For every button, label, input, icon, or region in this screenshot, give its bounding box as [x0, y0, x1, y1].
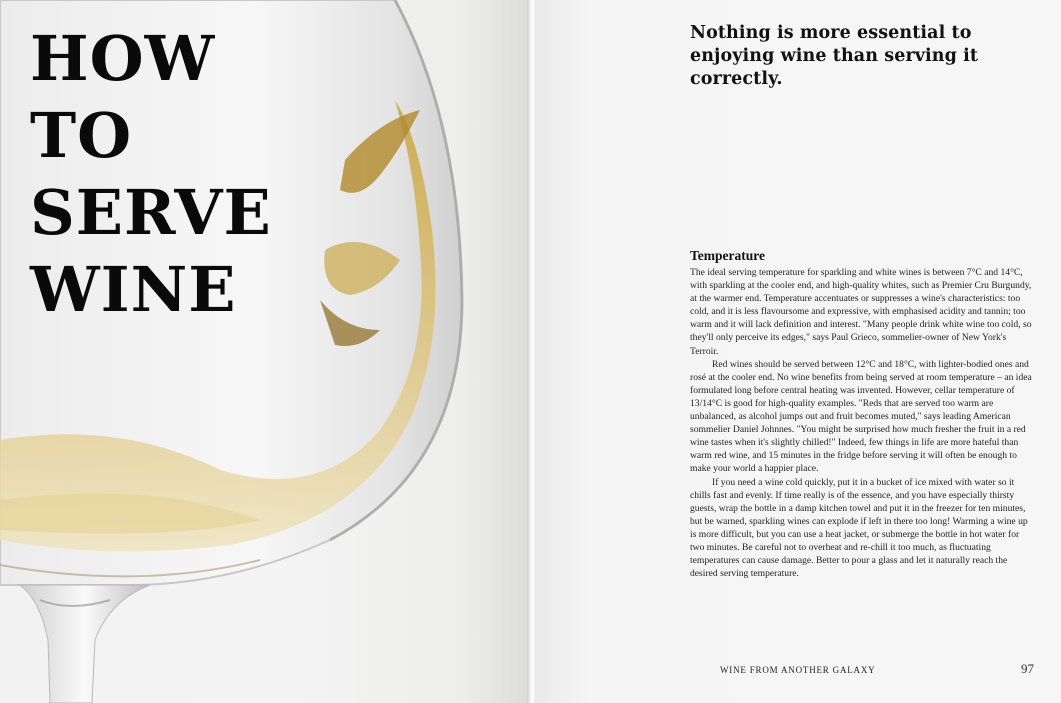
- intro-text: Nothing is more essential to enjoying wine than serving it correctly.: [690, 23, 979, 89]
- right-page: [535, 0, 1061, 703]
- page-number: 97: [1021, 661, 1034, 676]
- headline-line: SERVE: [30, 176, 272, 249]
- headline-line: WINE: [30, 253, 237, 326]
- headline-line: TO: [30, 99, 133, 172]
- section-title: Temperature: [690, 248, 765, 263]
- headline-line: HOW: [30, 22, 216, 95]
- body-text: [690, 266, 1035, 580]
- paragraph: Red wines should be served between 12°C and 18°C, with lighter-bodied ones and rosé at the cooler end. No wine benefits from being served at room temperature – an idea formulated long before central heating was invented. However, cellar temperature of 13/14°C is good for high-quality examples. "Reds that are served too warm are unbalanced, as alcohol jumps out and fruit becomes muted," says leading American sommelier Daniel Johnnes. "You might be surprised how much fresher the fruit in a red wine tastes when it's slightly chilled!" Indeed, few things in life are more hateful than warm red wine, and 15 minutes in the fridge before serving it will often be enough to make your world a happier place.: [690, 358, 1032, 475]
- headline: [30, 20, 272, 328]
- running-footer: WINE FROM ANOTHER GALAXY: [720, 665, 876, 675]
- paragraph: The ideal serving temperature for sparkling and white wines is between 7°C and 14°C, with sparkling at the cooler end, and high-quality whites, such as Premier Cru Burgundy, at the warmer end. Temperature accentuates or suppresses a wine's characteristics: too cold, and it is less flavoursome and expressive, with emphasised acidity and tannin; too warm and it will lack definition and interest. "Many people drink white wine too cold, so they'll only perceive its edges," says Paul Grieco, sommelier-owner of New York's Terroir.: [690, 267, 1032, 357]
- left-page: [0, 0, 528, 703]
- book-gutter: [527, 0, 535, 703]
- paragraph: If you need a wine cold quickly, put it in a bucket of ice mixed with water so it chills fast and evenly. If time really is of the essence, and you have especially thirsty guests, wrap the bottle in a damp kitchen towel and put it in the freezer for ten minutes, but be warned, sparkling wines can explode if left in there too long! Warming a wine up is more difficult, but you can use a heat jacket, or submerge the bottle in hot water for two minutes. Be careful not to overheat and re-chill it too much, as fluctuating temperatures can cause damage. Better to pour a glass and let it naturally reach the desired serving temperature.: [690, 476, 1028, 580]
